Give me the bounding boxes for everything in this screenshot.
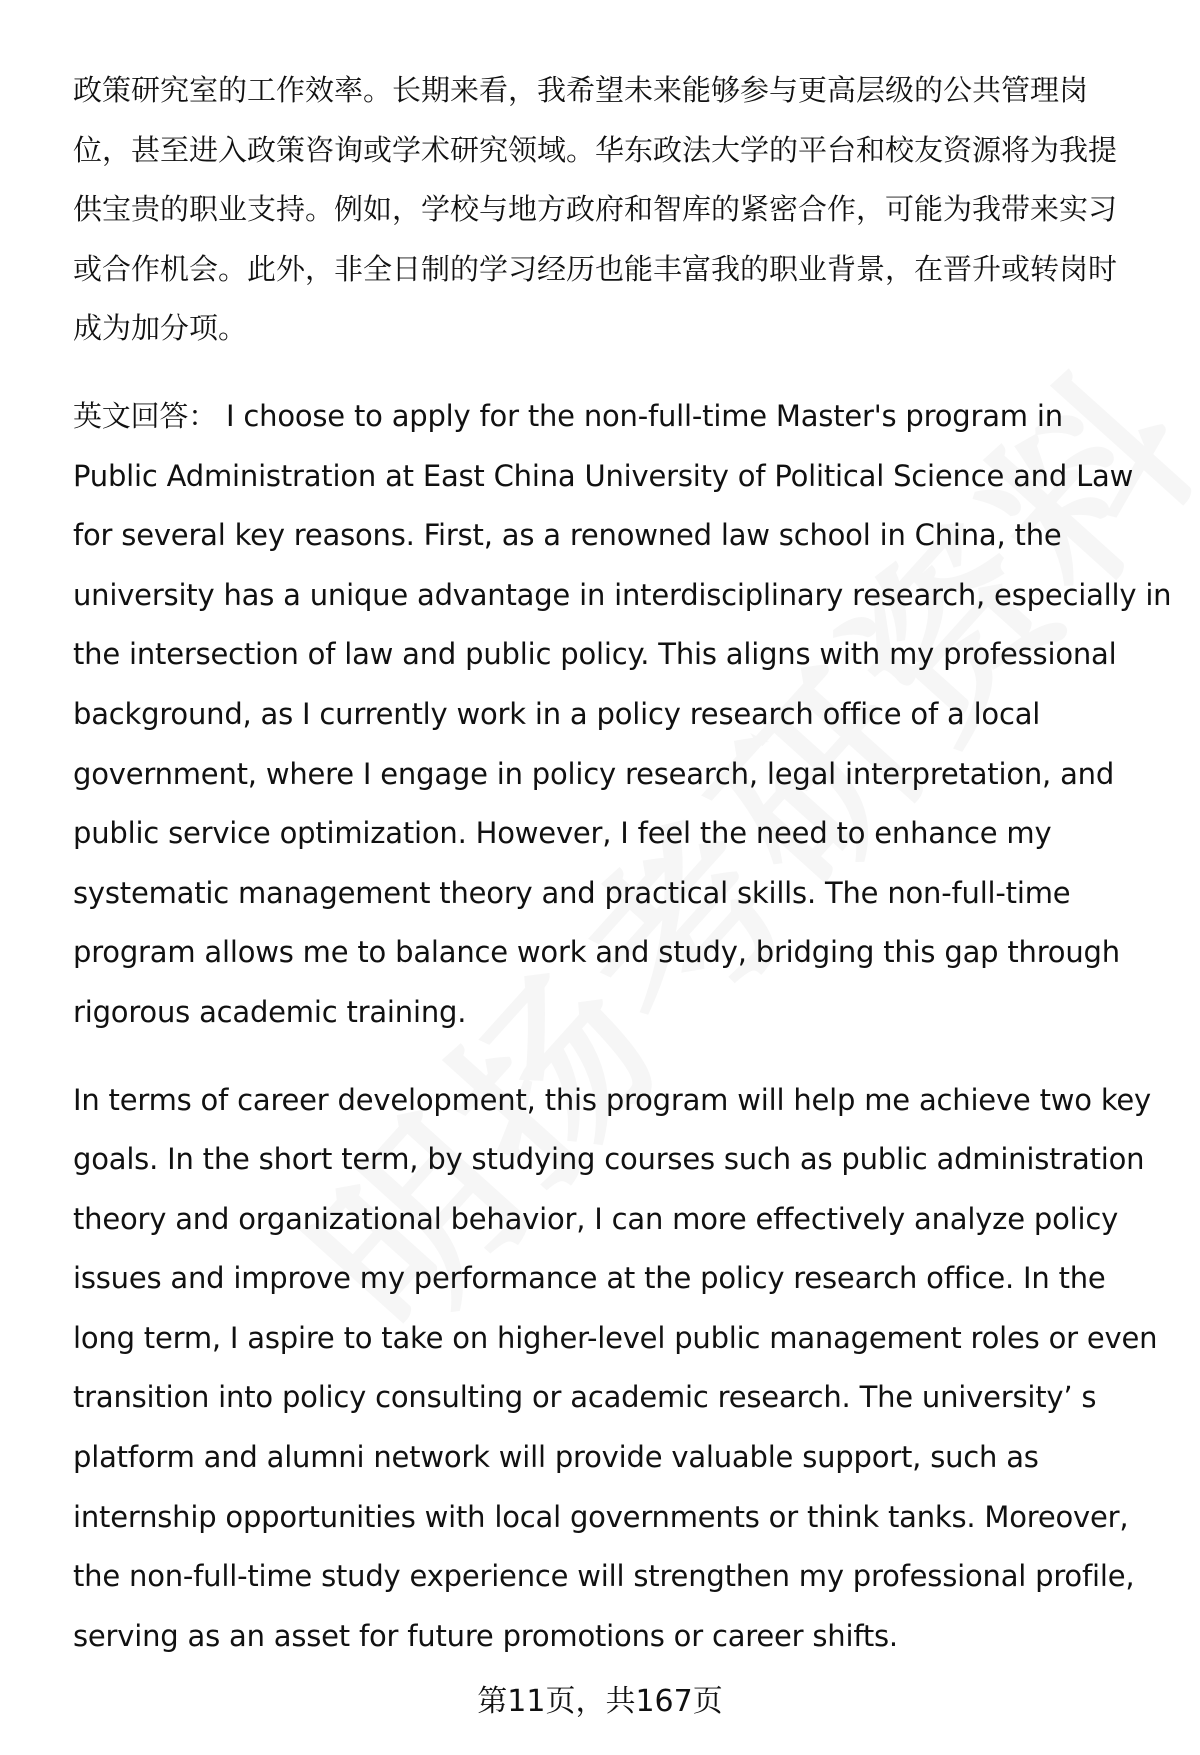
text-line: serving as an asset for future promotions or career shifts. bbox=[73, 1618, 898, 1653]
text-line: university has a unique advantage in interdisciplinary research, especially in bbox=[73, 577, 1172, 612]
text-line: 或合作机会。此外，非全日制的学习经历也能丰富我的职业背景，在晋升或转岗时 bbox=[73, 251, 1118, 286]
text-line: program allows me to balance work and study, bridging this gap through bbox=[73, 935, 1120, 970]
text-line: Public Administration at East China University of Political Science and Law bbox=[73, 458, 1134, 493]
text-line: 供宝贵的职业支持。例如，学校与地方政府和智库的紧密合作，可能为我带来实习 bbox=[73, 192, 1118, 227]
text-line: background, as I currently work in a policy research office of a local bbox=[73, 696, 1041, 731]
text-line: 英文回答： I choose to apply for the non-full-time Master's program in bbox=[73, 398, 1063, 433]
text-line: 政策研究室的工作效率。长期来看，我希望未来能够参与更高层级的公共管理岗 bbox=[73, 73, 1089, 107]
text-line: goals. In the short term, by studying courses such as public administration bbox=[73, 1142, 1145, 1177]
text-line: systematic management theory and practical skills. The non-full-time bbox=[73, 875, 1071, 910]
chinese-answer-paragraph bbox=[73, 61, 1158, 359]
text-line: theory and organizational behavior, I can more effectively analyze policy bbox=[73, 1201, 1119, 1236]
english-answer-paragraph-1 bbox=[73, 387, 1172, 1043]
text-line: the non-full-time study experience will strengthen my professional profile, bbox=[73, 1559, 1135, 1594]
text-line: In terms of career development, this program will help me achieve two key bbox=[73, 1082, 1151, 1117]
text-line: 位，甚至进入政策咨询或学术研究领域。华东政法大学的平台和校友资源将为我提 bbox=[73, 132, 1118, 167]
text-line: long term, I aspire to take on higher-level public management roles or even bbox=[73, 1320, 1158, 1355]
page-number-footer: 第11页，共167页 bbox=[477, 1684, 723, 1719]
english-answer-paragraph-2 bbox=[73, 1071, 1158, 1667]
text-line: 成为加分项。 bbox=[73, 311, 248, 346]
text-line: transition into policy consulting or academic research. The university’ s bbox=[73, 1380, 1097, 1415]
text-line: platform and alumni network will provide valuable support, such as bbox=[73, 1440, 1039, 1475]
page-content bbox=[73, 61, 1172, 1694]
text-line: internship opportunities with local governments or think tanks. Moreover, bbox=[73, 1499, 1129, 1534]
text-line: public service optimization. However, I feel the need to enhance my bbox=[73, 816, 1052, 851]
text-line: issues and improve my performance at the policy research office. In the bbox=[73, 1261, 1106, 1296]
text-line: rigorous academic training. bbox=[73, 994, 467, 1029]
text-line: the intersection of law and public policy. This aligns with my professional bbox=[73, 637, 1117, 672]
text-line: government, where I engage in policy research, legal interpretation, and bbox=[73, 756, 1115, 791]
text-line: for several key reasons. First, as a renowned law school in China, the bbox=[73, 518, 1062, 553]
